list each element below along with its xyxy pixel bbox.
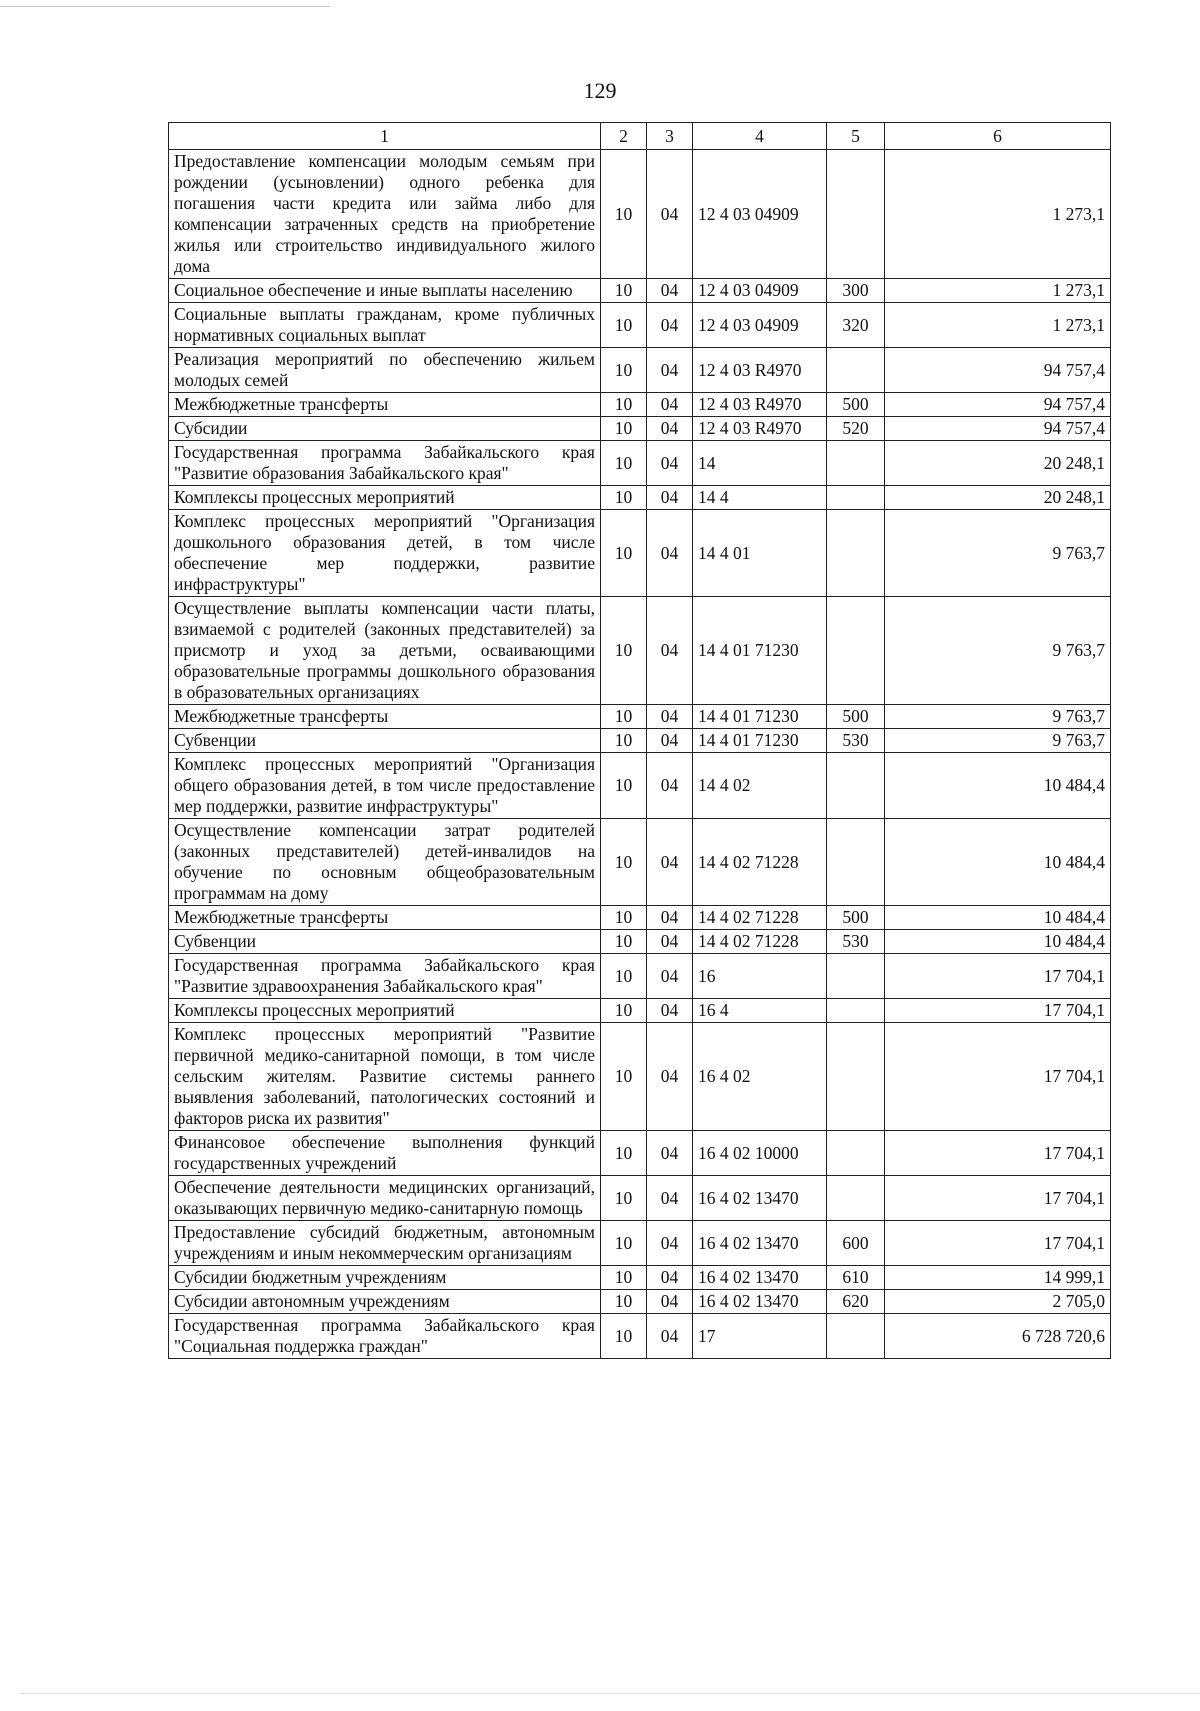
row-target-article: 16 4 02 13470 (693, 1221, 827, 1266)
row-name: Реализация мероприятий по обеспечению жильем молодых семей (169, 348, 601, 393)
row-name: Обеспечение деятельности медицинских организаций, оказывающих первичную медико-санитарную помощь (169, 1176, 601, 1221)
row-target-article: 12 4 03 04909 (693, 279, 827, 303)
row-amount: 94 757,4 (885, 348, 1111, 393)
row-name: Осуществление компенсации затрат родителей (законных представителей) детей-инвалидов на обучение по основным общеобразовательным программам на дому (169, 819, 601, 906)
row-section: 10 (601, 1266, 647, 1290)
row-amount: 20 248,1 (885, 486, 1111, 510)
row-subsection: 04 (647, 279, 693, 303)
row-expense-type: 500 (827, 906, 885, 930)
row-expense-type: 530 (827, 930, 885, 954)
row-expense-type (827, 486, 885, 510)
row-section: 10 (601, 441, 647, 486)
row-name: Социальное обеспечение и иные выплаты населению (169, 279, 601, 303)
row-section: 10 (601, 753, 647, 819)
row-amount: 94 757,4 (885, 393, 1111, 417)
row-subsection: 04 (647, 510, 693, 597)
table-row (169, 417, 1111, 441)
table-row (169, 150, 1111, 279)
table-row (169, 753, 1111, 819)
row-name: Комплекс процессных мероприятий "Организация дошкольного образования детей, в том числе обеспечение мер поддержки, развитие инфраструктуры" (169, 510, 601, 597)
row-target-article: 12 4 03 R4970 (693, 348, 827, 393)
row-name: Предоставление субсидий бюджетным, автономным учреждениям и иным некоммерческим организациям (169, 1221, 601, 1266)
table-row (169, 930, 1111, 954)
row-expense-type: 520 (827, 417, 885, 441)
row-target-article: 12 4 03 04909 (693, 303, 827, 348)
row-target-article: 16 4 02 10000 (693, 1131, 827, 1176)
row-target-article: 12 4 03 04909 (693, 150, 827, 279)
row-subsection: 04 (647, 906, 693, 930)
row-section: 10 (601, 597, 647, 705)
row-amount: 10 484,4 (885, 819, 1111, 906)
row-expense-type: 320 (827, 303, 885, 348)
row-amount: 9 763,7 (885, 729, 1111, 753)
row-target-article: 12 4 03 R4970 (693, 393, 827, 417)
row-name: Межбюджетные трансферты (169, 705, 601, 729)
row-target-article: 14 4 01 (693, 510, 827, 597)
row-section: 10 (601, 1176, 647, 1221)
row-name: Комплексы процессных мероприятий (169, 486, 601, 510)
row-section: 10 (601, 303, 647, 348)
table-row (169, 486, 1111, 510)
row-expense-type: 610 (827, 1266, 885, 1290)
row-subsection: 04 (647, 1266, 693, 1290)
table-row (169, 906, 1111, 930)
row-expense-type (827, 753, 885, 819)
row-amount: 1 273,1 (885, 279, 1111, 303)
row-name: Государственная программа Забайкальского края "Развитие здравоохранения Забайкальского края" (169, 954, 601, 999)
row-name: Осуществление выплаты компенсации части платы, взимаемой с родителей (законных представителей) за присмотр и уход за детьми, осваивающими образовательные программы дошкольного образования в образовательных организациях (169, 597, 601, 705)
row-amount: 17 704,1 (885, 1176, 1111, 1221)
page-number: 129 (583, 78, 617, 103)
row-target-article: 14 4 01 71230 (693, 729, 827, 753)
row-amount: 1 273,1 (885, 303, 1111, 348)
row-section: 10 (601, 348, 647, 393)
row-amount: 17 704,1 (885, 1131, 1111, 1176)
row-section: 10 (601, 510, 647, 597)
row-subsection: 04 (647, 753, 693, 819)
column-header-amount: 6 (885, 123, 1111, 150)
table-row (169, 1221, 1111, 1266)
row-amount: 17 704,1 (885, 1221, 1111, 1266)
row-target-article: 16 4 02 (693, 1023, 827, 1131)
table-row (169, 705, 1111, 729)
row-expense-type (827, 1176, 885, 1221)
row-expense-type: 300 (827, 279, 885, 303)
row-expense-type (827, 150, 885, 279)
row-subsection: 04 (647, 1176, 693, 1221)
scan-artifact-bottom (20, 1693, 1200, 1694)
row-amount: 10 484,4 (885, 753, 1111, 819)
row-name: Комплекс процессных мероприятий "Развитие первичной медико-санитарной помощи, в том числе сельским жителям. Развитие системы раннего выявления заболеваний, патологических состояний и факторов риска их развития" (169, 1023, 601, 1131)
row-subsection: 04 (647, 150, 693, 279)
row-expense-type (827, 510, 885, 597)
table-row (169, 393, 1111, 417)
table-row (169, 1023, 1111, 1131)
row-amount: 2 705,0 (885, 1290, 1111, 1314)
column-header-subsection: 3 (647, 123, 693, 150)
table-row (169, 954, 1111, 999)
table-row (169, 999, 1111, 1023)
row-expense-type: 620 (827, 1290, 885, 1314)
row-name: Государственная программа Забайкальского края "Развитие образования Забайкальского края" (169, 441, 601, 486)
row-subsection: 04 (647, 348, 693, 393)
row-target-article: 16 4 02 13470 (693, 1176, 827, 1221)
row-section: 10 (601, 1023, 647, 1131)
row-section: 10 (601, 906, 647, 930)
row-amount: 9 763,7 (885, 705, 1111, 729)
row-target-article: 17 (693, 1314, 827, 1359)
row-expense-type: 500 (827, 705, 885, 729)
row-subsection: 04 (647, 999, 693, 1023)
row-section: 10 (601, 999, 647, 1023)
header-row (169, 123, 1111, 150)
row-expense-type (827, 819, 885, 906)
row-subsection: 04 (647, 1314, 693, 1359)
row-name: Межбюджетные трансферты (169, 906, 601, 930)
row-target-article: 12 4 03 R4970 (693, 417, 827, 441)
row-name: Финансовое обеспечение выполнения функций государственных учреждений (169, 1131, 601, 1176)
table-row (169, 1290, 1111, 1314)
row-subsection: 04 (647, 729, 693, 753)
row-amount: 17 704,1 (885, 954, 1111, 999)
row-target-article: 16 (693, 954, 827, 999)
row-amount: 1 273,1 (885, 150, 1111, 279)
row-amount: 17 704,1 (885, 1023, 1111, 1131)
row-target-article: 14 4 01 71230 (693, 597, 827, 705)
row-name: Субвенции (169, 930, 601, 954)
table-row (169, 1176, 1111, 1221)
row-expense-type: 600 (827, 1221, 885, 1266)
row-section: 10 (601, 1221, 647, 1266)
row-section: 10 (601, 819, 647, 906)
row-name: Субсидии автономным учреждениям (169, 1290, 601, 1314)
row-subsection: 04 (647, 1131, 693, 1176)
table-row (169, 1314, 1111, 1359)
row-target-article: 14 4 02 71228 (693, 930, 827, 954)
row-name: Межбюджетные трансферты (169, 393, 601, 417)
row-expense-type: 500 (827, 393, 885, 417)
row-subsection: 04 (647, 930, 693, 954)
row-name: Комплекс процессных мероприятий "Организация общего образования детей, в том числе предоставление мер поддержки, развитие инфраструктуры" (169, 753, 601, 819)
table-row (169, 279, 1111, 303)
row-section: 10 (601, 417, 647, 441)
table-body (169, 150, 1111, 1359)
row-target-article: 14 4 01 71230 (693, 705, 827, 729)
row-amount: 17 704,1 (885, 999, 1111, 1023)
column-header-expense-type: 5 (827, 123, 885, 150)
row-amount: 10 484,4 (885, 906, 1111, 930)
row-name: Субсидии бюджетным учреждениям (169, 1266, 601, 1290)
row-section: 10 (601, 1131, 647, 1176)
row-amount: 20 248,1 (885, 441, 1111, 486)
table-row (169, 597, 1111, 705)
row-target-article: 14 (693, 441, 827, 486)
table-row (169, 1131, 1111, 1176)
row-amount: 9 763,7 (885, 510, 1111, 597)
column-header-name: 1 (169, 123, 601, 150)
row-subsection: 04 (647, 954, 693, 999)
row-target-article: 16 4 02 13470 (693, 1266, 827, 1290)
row-section: 10 (601, 150, 647, 279)
row-target-article: 14 4 02 71228 (693, 906, 827, 930)
row-section: 10 (601, 930, 647, 954)
row-subsection: 04 (647, 303, 693, 348)
row-name: Государственная программа Забайкальского края "Социальная поддержка граждан" (169, 1314, 601, 1359)
row-section: 10 (601, 1290, 647, 1314)
row-name: Социальные выплаты гражданам, кроме публичных нормативных социальных выплат (169, 303, 601, 348)
row-section: 10 (601, 1314, 647, 1359)
row-subsection: 04 (647, 1023, 693, 1131)
row-section: 10 (601, 279, 647, 303)
scan-artifact-top (0, 6, 330, 7)
row-target-article: 16 4 (693, 999, 827, 1023)
row-target-article: 14 4 02 71228 (693, 819, 827, 906)
row-subsection: 04 (647, 486, 693, 510)
table-row (169, 303, 1111, 348)
row-name: Предоставление компенсации молодым семьям при рождении (усыновлении) одного ребенка для погашения части кредита или займа либо для компенсации затраченных средств на приобретение жилья или строительство индивидуального жилого дома (169, 150, 601, 279)
row-subsection: 04 (647, 1221, 693, 1266)
row-expense-type (827, 999, 885, 1023)
row-subsection: 04 (647, 393, 693, 417)
row-expense-type (827, 1314, 885, 1359)
budget-table (168, 122, 1111, 1359)
row-section: 10 (601, 954, 647, 999)
row-target-article: 14 4 02 (693, 753, 827, 819)
row-section: 10 (601, 393, 647, 417)
row-expense-type (827, 441, 885, 486)
row-subsection: 04 (647, 417, 693, 441)
row-name: Комплексы процессных мероприятий (169, 999, 601, 1023)
row-subsection: 04 (647, 705, 693, 729)
row-name: Субвенции (169, 729, 601, 753)
row-section: 10 (601, 486, 647, 510)
table-row (169, 441, 1111, 486)
row-amount: 6 728 720,6 (885, 1314, 1111, 1359)
row-amount: 94 757,4 (885, 417, 1111, 441)
row-subsection: 04 (647, 1290, 693, 1314)
row-subsection: 04 (647, 819, 693, 906)
column-header-target-article: 4 (693, 123, 827, 150)
table-row (169, 510, 1111, 597)
row-expense-type (827, 1131, 885, 1176)
row-expense-type (827, 597, 885, 705)
column-header-section: 2 (601, 123, 647, 150)
row-subsection: 04 (647, 597, 693, 705)
row-section: 10 (601, 729, 647, 753)
row-expense-type (827, 348, 885, 393)
table-row (169, 1266, 1111, 1290)
row-expense-type: 530 (827, 729, 885, 753)
row-amount: 10 484,4 (885, 930, 1111, 954)
row-section: 10 (601, 705, 647, 729)
row-expense-type (827, 954, 885, 999)
row-expense-type (827, 1023, 885, 1131)
row-amount: 14 999,1 (885, 1266, 1111, 1290)
row-name: Субсидии (169, 417, 601, 441)
table-row (169, 819, 1111, 906)
row-subsection: 04 (647, 441, 693, 486)
row-target-article: 16 4 02 13470 (693, 1290, 827, 1314)
row-amount: 9 763,7 (885, 597, 1111, 705)
table-row (169, 348, 1111, 393)
row-target-article: 14 4 (693, 486, 827, 510)
table-row (169, 729, 1111, 753)
